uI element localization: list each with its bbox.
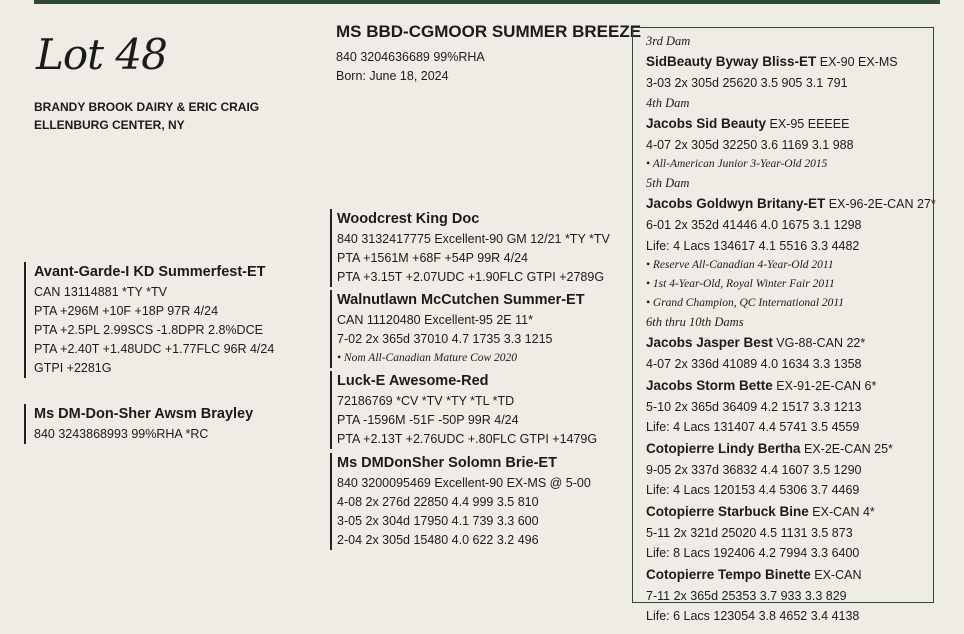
pedigree-line: 7-02 2x 365d 37010 4.7 1735 3.3 1215 [337, 332, 553, 346]
family-lifetime: Life: 4 Lacs 134617 4.1 5516 3.3 4482 [646, 238, 860, 253]
pedigree-line: 3-05 2x 304d 17950 4.1 739 3.3 600 [337, 514, 539, 528]
family-record: 4-07 2x 336d 41089 4.0 1634 3.3 1358 [646, 357, 862, 371]
family-record: 3-03 2x 305d 25620 3.5 905 3.1 791 [646, 76, 848, 90]
family-record: 4-07 2x 305d 32250 3.6 1169 3.1 988 [646, 137, 854, 152]
maternal-grandsire [330, 371, 597, 449]
sire-name: Avant-Garde-I KD Summerfest-ET [34, 264, 266, 280]
pedigree-line: PTA +3.15T +2.07UDC +1.90FLC GTPI +2789G [337, 270, 605, 284]
family-note: • 1st 4-Year-Old, Royal Winter Fair 2011 [646, 278, 835, 290]
family-dam-name: Jacobs Sid Beauty EX-95 EEEEE [646, 115, 850, 131]
paternal-granddam [330, 290, 585, 368]
family-note: • Reserve All-Canadian 4-Year-Old 2011 [646, 259, 834, 271]
dam-block [24, 404, 253, 444]
family-dam-name: Cotopierre Starbuck Bine EX-CAN 4* [646, 503, 875, 519]
sire-line: CAN 13114881 *TY *TV [34, 285, 167, 299]
sire-line: PTA +2.5PL 2.99SCS -1.8DPR 2.8%DCE [34, 323, 263, 337]
pedigree-line: 840 3132417775 Excellent-90 GM 12/21 *TY *TV [337, 232, 610, 246]
consignor [34, 98, 259, 134]
pedigree-line: 840 3200095469 Excellent-90 EX-MS @ 5-00 [337, 476, 591, 490]
family-record: 5-10 2x 365d 36409 4.2 1517 3.3 1213 [646, 399, 862, 414]
pedigree-line: PTA +1561M +68F +54P 99R 4/24 [337, 251, 528, 265]
consignor-location: ELLENBURG CENTER, NY [34, 118, 185, 132]
top-rule [34, 0, 940, 4]
animal-registration: 840 3204636689 99%RHA [336, 50, 485, 64]
sire-line: GTPI +2281G [34, 361, 112, 375]
family-dam-name: SidBeauty Byway Bliss-ET EX-90 EX-MS [646, 54, 898, 69]
family-dam-name: Jacobs Goldwyn Britany-ET EX-96-2E-CAN 27* [646, 196, 936, 211]
pedigree-line: 2-04 2x 305d 15480 4.0 622 3.2 496 [337, 533, 539, 547]
family-dam-name: Jacobs Jasper Best VG-88-CAN 22* [646, 335, 866, 350]
pedigree-line: 4-08 2x 276d 22850 4.4 999 3.5 810 [337, 495, 539, 509]
maternal-family-box [632, 27, 936, 623]
pedigree-line: CAN 11120480 Excellent-95 2E 11* [337, 313, 533, 327]
dam-name: Ms DM-Don-Sher Awsm Brayley [34, 406, 254, 422]
family-note: • All-American Junior 3-Year-Old 2015 [646, 158, 828, 170]
maternal-granddam [330, 453, 591, 550]
pedigree-line: PTA -1596M -51F -50P 99R 4/24 [337, 413, 519, 427]
pedigree-name: Walnutlawn McCutchen Summer-ET [337, 292, 585, 308]
sire-block [24, 262, 274, 378]
animal-info [336, 48, 485, 86]
lot-number: Lot 48 [36, 30, 167, 79]
pedigree-note: • Nom All-Canadian Mature Cow 2020 [337, 352, 518, 364]
family-lifetime: Life: 6 Lacs 123054 3.8 4652 3.4 4138 [646, 609, 860, 623]
sire-line: PTA +296M +10F +18P 97R 4/24 [34, 304, 219, 318]
family-record: 9-05 2x 337d 36832 4.4 1607 3.5 1290 [646, 462, 862, 477]
paternal-grandsire [330, 209, 610, 287]
pedigree-line: PTA +2.13T +2.76UDC +.80FLC GTPI +1479G [337, 432, 598, 446]
dam-generation-label: 5th Dam [646, 176, 690, 190]
family-lifetime: Life: 4 Lacs 120153 4.4 5306 3.7 4469 [646, 483, 860, 497]
pedigree-line: 72186769 *CV *TV *TY *TL *TD [337, 394, 515, 408]
animal-birthdate: Born: June 18, 2024 [336, 69, 449, 83]
sire-line: PTA +2.40T +1.48UDC +1.77FLC 96R 4/24 [34, 342, 275, 356]
family-lifetime: Life: 4 Lacs 131407 4.4 5741 3.5 4559 [646, 420, 860, 434]
family-dam-name: Cotopierre Tempo Binette EX-CAN [646, 566, 862, 582]
family-dam-name: Jacobs Storm Bette EX-91-2E-CAN 6* [646, 377, 877, 393]
family-dam-name: Cotopierre Lindy Bertha EX-2E-CAN 25* [646, 440, 893, 456]
family-record: 7-11 2x 365d 25353 3.7 933 3.3 829 [646, 588, 847, 603]
dam-generation-label: 3rd Dam [646, 34, 691, 48]
family-record: 5-11 2x 321d 25020 4.5 1131 3.5 873 [646, 525, 853, 540]
family-record: 6-01 2x 352d 41446 4.0 1675 3.1 1298 [646, 218, 862, 232]
animal-name: MS BBD-CGMOOR SUMMER BREEZE [336, 22, 642, 41]
dam-line: 840 3243868993 99%RHA *RC [34, 427, 209, 441]
pedigree-name: Ms DMDonSher Solomn Brie-ET [337, 455, 557, 471]
consignor-name: BRANDY BROOK DAIRY & ERIC CRAIG [34, 100, 260, 114]
pedigree-name: Luck-E Awesome-Red [337, 373, 489, 389]
pedigree-name: Woodcrest King Doc [337, 211, 480, 227]
family-lifetime: Life: 8 Lacs 192406 4.2 7994 3.3 6400 [646, 546, 860, 560]
family-note: • Grand Champion, QC International 2011 [646, 297, 845, 309]
dam-generation-label: 6th thru 10th Dams [646, 315, 744, 329]
dam-generation-label: 4th Dam [646, 95, 690, 110]
